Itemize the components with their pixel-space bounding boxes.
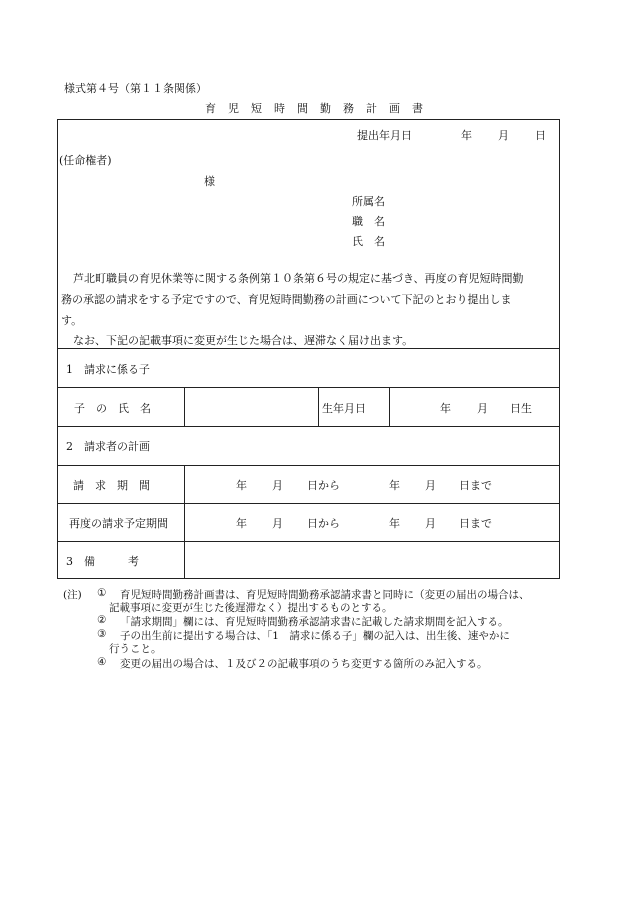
date-label: 提出年月日 xyxy=(357,129,412,142)
remarks-label: 3 備 考 xyxy=(66,555,139,568)
repeat-start-day-unit: 日から xyxy=(307,517,340,530)
repeat-start-year-unit: 年 xyxy=(236,517,247,530)
note-3-text-cont: 行うこと。 xyxy=(109,643,162,655)
repeat-start-month-unit: 月 xyxy=(272,517,283,530)
divider xyxy=(57,348,560,349)
name-label: 氏 名 xyxy=(352,235,385,248)
position-label: 職 名 xyxy=(352,215,385,228)
section-2-heading: 2 請求者の計画 xyxy=(66,440,150,453)
period-end-year-unit: 年 xyxy=(389,479,400,492)
period-start-day-unit: 日から xyxy=(307,479,340,492)
body-line: す。 xyxy=(61,314,83,327)
affiliation-label: 所属名 xyxy=(352,195,385,208)
period-end-month-unit: 月 xyxy=(425,479,436,492)
divider xyxy=(184,387,185,426)
section-1-heading: 1 請求に係る子 xyxy=(66,363,150,376)
note-4-marker: ④ xyxy=(97,656,107,668)
note-4-text: 変更の届出の場合は、１及び２の記載事項のうち変更する箇所のみ記入する。 xyxy=(120,658,488,670)
divider xyxy=(57,387,560,388)
form-number: 様式第４号（第１１条関係） xyxy=(64,82,207,95)
honorific: 様 xyxy=(204,175,215,188)
period-start-year-unit: 年 xyxy=(236,479,247,492)
body-line: 芦北町職員の育児休業等に関する条例第１０条第６号の規定に基づき、再度の育児短時間勤 xyxy=(73,272,524,285)
divider xyxy=(57,465,560,466)
appointer-label: (任命権者) xyxy=(59,154,112,167)
form-frame xyxy=(57,119,560,579)
note-1-text-cont: 記載事項に変更が生じた後遅滞なく）提出するものとする。 xyxy=(109,602,393,614)
repeat-period-label: 再度の請求予定期間 xyxy=(69,517,168,530)
note-1-text: 育児短時間勤務計画書は、育児短時間勤務承認請求書と同時に（変更の届出の場合は、 xyxy=(120,589,530,601)
note-3-text: 子の出生前に提出する場合は、「1 請求に係る子」欄の記入は、出生後、速やかに xyxy=(120,630,510,642)
note-3-marker: ③ xyxy=(97,628,107,640)
birth-month-unit: 月 xyxy=(477,402,488,415)
repeat-end-year-unit: 年 xyxy=(389,517,400,530)
notes-prefix: (注) xyxy=(63,589,82,601)
birth-date-label: 生年月日 xyxy=(322,402,366,415)
repeat-end-day-unit: 日まで xyxy=(459,517,492,530)
birth-year-unit: 年 xyxy=(440,402,451,415)
page-title: 育 児 短 時 間 勤 務 計 画 書 xyxy=(205,102,424,115)
note-2-marker: ② xyxy=(97,614,107,626)
note-2-text: 「請求期間」欄には、育児短時間勤務承認請求書に記載した請求期間を記入する。 xyxy=(120,616,509,628)
divider xyxy=(389,387,390,426)
date-year-unit: 年 xyxy=(461,129,472,142)
request-period-label: 請 求 期 間 xyxy=(73,479,150,492)
period-start-month-unit: 月 xyxy=(272,479,283,492)
body-line: なお、下記の記載事項に変更が生じた場合は、遅滞なく届け出ます。 xyxy=(73,334,414,347)
divider xyxy=(57,503,560,504)
divider xyxy=(57,426,560,427)
child-name-label: 子 の 氏 名 xyxy=(74,402,151,415)
divider xyxy=(57,541,560,542)
period-end-day-unit: 日まで xyxy=(459,479,492,492)
divider xyxy=(184,465,185,579)
date-day-unit: 日 xyxy=(535,129,546,142)
body-line: 務の承認の請求をする予定ですので、育児短時間勤務の計画について下記のとおり提出しま xyxy=(61,293,512,306)
note-1-marker: ① xyxy=(97,587,107,599)
divider xyxy=(318,387,319,426)
birth-day-unit: 日生 xyxy=(510,402,532,415)
repeat-end-month-unit: 月 xyxy=(425,517,436,530)
date-month-unit: 月 xyxy=(498,129,509,142)
